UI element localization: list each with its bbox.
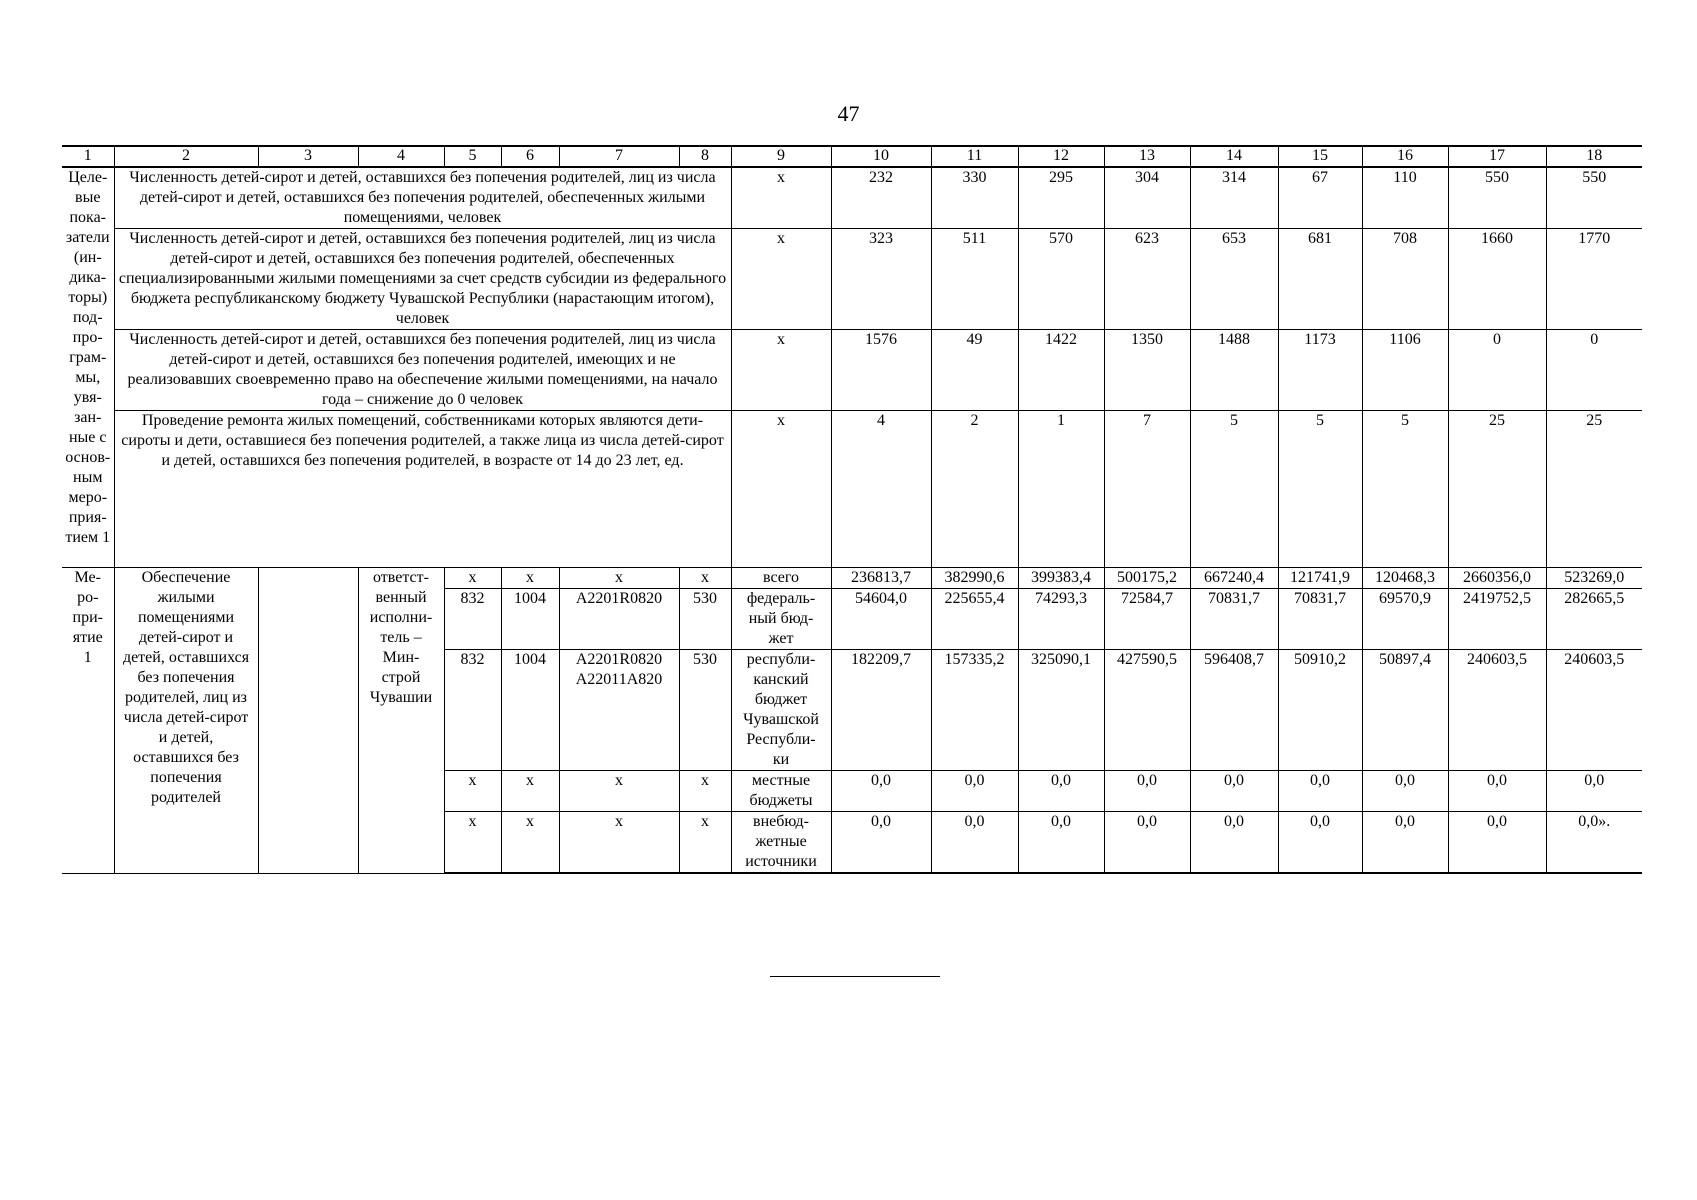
funding-value: 0,0 xyxy=(1018,812,1104,874)
measure-target-article: x xyxy=(559,568,679,589)
indicator-value: 323 xyxy=(831,229,931,330)
indicator-value: 653 xyxy=(1190,229,1278,330)
funding-source: местные бюджеты xyxy=(731,771,831,812)
indicator-value: 0 xyxy=(1546,330,1642,411)
header-cell: 13 xyxy=(1104,146,1190,167)
measure-col3 xyxy=(258,568,358,874)
funding-value: 0,0 xyxy=(1448,812,1546,874)
funding-value: 523269,0 xyxy=(1546,568,1642,589)
funding-value: 225655,4 xyxy=(931,589,1018,650)
header-cell: 2 xyxy=(114,146,258,167)
funding-value: 0,0 xyxy=(1104,812,1190,874)
funding-value: 0,0 xyxy=(1278,771,1362,812)
funding-value: 0,0 xyxy=(1362,771,1448,812)
measure-target-article: А2201R0820 А22011А820 xyxy=(559,650,679,771)
indicator-value: 550 xyxy=(1448,167,1546,229)
measure-name: Обеспечение жилыми помещениями детей-сирот и детей, оставшихся без попечения родителей, лиц из числа детей-сирот и детей, оставшихся без попечения родителей xyxy=(114,568,258,874)
header-row xyxy=(62,146,1642,167)
indicator-value: 1660 xyxy=(1448,229,1546,330)
indicator-value: 25 xyxy=(1448,411,1546,568)
indicator-value: 681 xyxy=(1278,229,1362,330)
indicator-value: 110 xyxy=(1362,167,1448,229)
funding-value: 427590,5 xyxy=(1104,650,1190,771)
measure-target-article: А2201R0820 xyxy=(559,589,679,650)
indicator-value: 49 xyxy=(931,330,1018,411)
header-cell: 18 xyxy=(1546,146,1642,167)
indicator-value: 570 xyxy=(1018,229,1104,330)
funding-value: 54604,0 xyxy=(831,589,931,650)
header-cell: 11 xyxy=(931,146,1018,167)
funding-value: 70831,7 xyxy=(1190,589,1278,650)
indicator-value: 708 xyxy=(1362,229,1448,330)
funding-value: 182209,7 xyxy=(831,650,931,771)
indicator-value: 5 xyxy=(1362,411,1448,568)
indicator-value: 330 xyxy=(931,167,1018,229)
indicator-row xyxy=(62,411,1642,568)
measure-section: x xyxy=(501,568,559,589)
funding-value: 157335,2 xyxy=(931,650,1018,771)
measure-label: Ме- ро- при- ятие 1 xyxy=(62,568,114,874)
funding-source: республи- канский бюджет Чувашской Республи- ки xyxy=(731,650,831,771)
funding-value: 0,0 xyxy=(1190,771,1278,812)
indicator-value: 1770 xyxy=(1546,229,1642,330)
header-cell: 9 xyxy=(731,146,831,167)
indicators-label: Целе- вые пока- затели (ин- дика- торы) под- про- грам- мы, увя- зан- ные с основ- ным меро- прия- тием 1 xyxy=(62,167,114,568)
funding-value: 325090,1 xyxy=(1018,650,1104,771)
indicator-value: 0 xyxy=(1448,330,1546,411)
indicator-value: 1422 xyxy=(1018,330,1104,411)
indicator-text: Численность детей-сирот и детей, оставшихся без попечения родителей, лиц из числа детей-сирот и детей, оставшихся без попечения родителей, имеющих и не реализовавших своевременно право на обеспечение жилыми помещениями, на начало года – снижение до 0 человек xyxy=(114,330,731,411)
measure-expense-type: x xyxy=(679,568,731,589)
measure-target-article: x xyxy=(559,771,679,812)
funding-value: 399383,4 xyxy=(1018,568,1104,589)
indicator-row xyxy=(62,330,1642,411)
footer-divider xyxy=(770,976,940,977)
measure-row xyxy=(62,568,1642,589)
funding-value: 50910,2 xyxy=(1278,650,1362,771)
indicator-value: 2 xyxy=(931,411,1018,568)
funding-value: 236813,7 xyxy=(831,568,931,589)
funding-value: 0,0 xyxy=(931,812,1018,874)
header-cell: 8 xyxy=(679,146,731,167)
indicator-value: 25 xyxy=(1546,411,1642,568)
measure-expense-type: 530 xyxy=(679,650,731,771)
funding-value: 121741,9 xyxy=(1278,568,1362,589)
header-cell: 5 xyxy=(444,146,501,167)
indicator-value: 5 xyxy=(1278,411,1362,568)
funding-value: 2419752,5 xyxy=(1448,589,1546,650)
measure-target-article: x xyxy=(559,812,679,874)
indicator-value: 1576 xyxy=(831,330,931,411)
indicator-value: 1 xyxy=(1018,411,1104,568)
funding-value: 0,0 xyxy=(931,771,1018,812)
header-cell: 4 xyxy=(358,146,444,167)
header-cell: 1 xyxy=(62,146,114,167)
header-cell: 16 xyxy=(1362,146,1448,167)
funding-value: 50897,4 xyxy=(1362,650,1448,771)
header-cell: 3 xyxy=(258,146,358,167)
indicator-value: 1106 xyxy=(1362,330,1448,411)
funding-source: федераль- ный бюд- жет xyxy=(731,589,831,650)
funding-value: 0,0 xyxy=(1190,812,1278,874)
measure-grbs: x xyxy=(444,812,501,874)
indicator-row xyxy=(62,167,1642,229)
measure-grbs: x xyxy=(444,568,501,589)
measure-expense-type: x xyxy=(679,812,731,874)
funding-source: всего xyxy=(731,568,831,589)
funding-value: 69570,9 xyxy=(1362,589,1448,650)
funding-value: 282665,5 xyxy=(1546,589,1642,650)
indicator-value: 4 xyxy=(831,411,931,568)
funding-value: 0,0 xyxy=(1448,771,1546,812)
measure-expense-type: x xyxy=(679,771,731,812)
indicator-source: x xyxy=(731,411,831,568)
indicator-value: 511 xyxy=(931,229,1018,330)
indicator-value: 232 xyxy=(831,167,931,229)
funding-value: 0,0 xyxy=(1362,812,1448,874)
funding-value: 240603,5 xyxy=(1546,650,1642,771)
funding-value: 0,0 xyxy=(1278,812,1362,874)
measure-section: 1004 xyxy=(501,650,559,771)
header-cell: 10 xyxy=(831,146,931,167)
measure-responsible: ответст- венный исполни- тель – Мин- строй Чувашии xyxy=(358,568,444,874)
funding-value: 2660356,0 xyxy=(1448,568,1546,589)
funding-value: 0,0 xyxy=(831,812,931,874)
funding-value: 0,0 xyxy=(1546,771,1642,812)
indicator-value: 1350 xyxy=(1104,330,1190,411)
funding-value: 70831,7 xyxy=(1278,589,1362,650)
measure-expense-type: 530 xyxy=(679,589,731,650)
indicator-text: Проведение ремонта жилых помещений, собственниками которых являются дети-сироты и дети, оставшиеся без попечения родителей, а также лица из числа детей-сирот и детей, оставшихся без попечения родителей, в возрасте от 14 до 23 лет, ед. xyxy=(114,411,731,568)
header-cell: 15 xyxy=(1278,146,1362,167)
funding-value: 500175,2 xyxy=(1104,568,1190,589)
measure-section: x xyxy=(501,812,559,874)
measure-section: x xyxy=(501,771,559,812)
indicator-value: 5 xyxy=(1190,411,1278,568)
indicator-text: Численность детей-сирот и детей, оставшихся без попечения родителей, лиц из числа детей-сирот и детей, оставшихся без попечения родителей, обеспеченных жилыми помещениями, человек xyxy=(114,167,731,229)
funding-value: 596408,7 xyxy=(1190,650,1278,771)
indicator-value: 304 xyxy=(1104,167,1190,229)
measure-section: 1004 xyxy=(501,589,559,650)
funding-value: 0,0 xyxy=(1018,771,1104,812)
indicator-row xyxy=(62,229,1642,330)
measure-grbs: 832 xyxy=(444,650,501,771)
funding-value: 667240,4 xyxy=(1190,568,1278,589)
indicator-value: 67 xyxy=(1278,167,1362,229)
header-cell: 14 xyxy=(1190,146,1278,167)
funding-value: 0,0 xyxy=(1104,771,1190,812)
funding-value: 240603,5 xyxy=(1448,650,1546,771)
page-number: 47 xyxy=(837,101,860,126)
indicator-value: 623 xyxy=(1104,229,1190,330)
measure-grbs: x xyxy=(444,771,501,812)
measure-grbs: 832 xyxy=(444,589,501,650)
indicator-value: 1173 xyxy=(1278,330,1362,411)
funding-value: 0,0». xyxy=(1546,812,1642,874)
funding-source: внебюд- жетные источники xyxy=(731,812,831,874)
indicator-value: 550 xyxy=(1546,167,1642,229)
indicator-source: x xyxy=(731,167,831,229)
funding-value: 72584,7 xyxy=(1104,589,1190,650)
indicator-value: 314 xyxy=(1190,167,1278,229)
program-table xyxy=(62,145,1642,874)
indicator-source: x xyxy=(731,229,831,330)
indicator-value: 295 xyxy=(1018,167,1104,229)
indicator-text: Численность детей-сирот и детей, оставшихся без попечения родителей, лиц из числа детей-сирот и детей, оставшихся без попечения родителей, обеспеченных специализированными жилыми помещениями за счет средств субсидии из федерального бюджета республиканскому бюджету Чувашской Республики (нарастающим итогом), человек xyxy=(114,229,731,330)
funding-value: 74293,3 xyxy=(1018,589,1104,650)
funding-value: 382990,6 xyxy=(931,568,1018,589)
indicator-value: 7 xyxy=(1104,411,1190,568)
funding-value: 0,0 xyxy=(831,771,931,812)
indicator-value: 1488 xyxy=(1190,330,1278,411)
header-cell: 17 xyxy=(1448,146,1546,167)
header-cell: 7 xyxy=(559,146,679,167)
header-cell: 6 xyxy=(501,146,559,167)
indicator-source: x xyxy=(731,330,831,411)
header-cell: 12 xyxy=(1018,146,1104,167)
funding-value: 120468,3 xyxy=(1362,568,1448,589)
